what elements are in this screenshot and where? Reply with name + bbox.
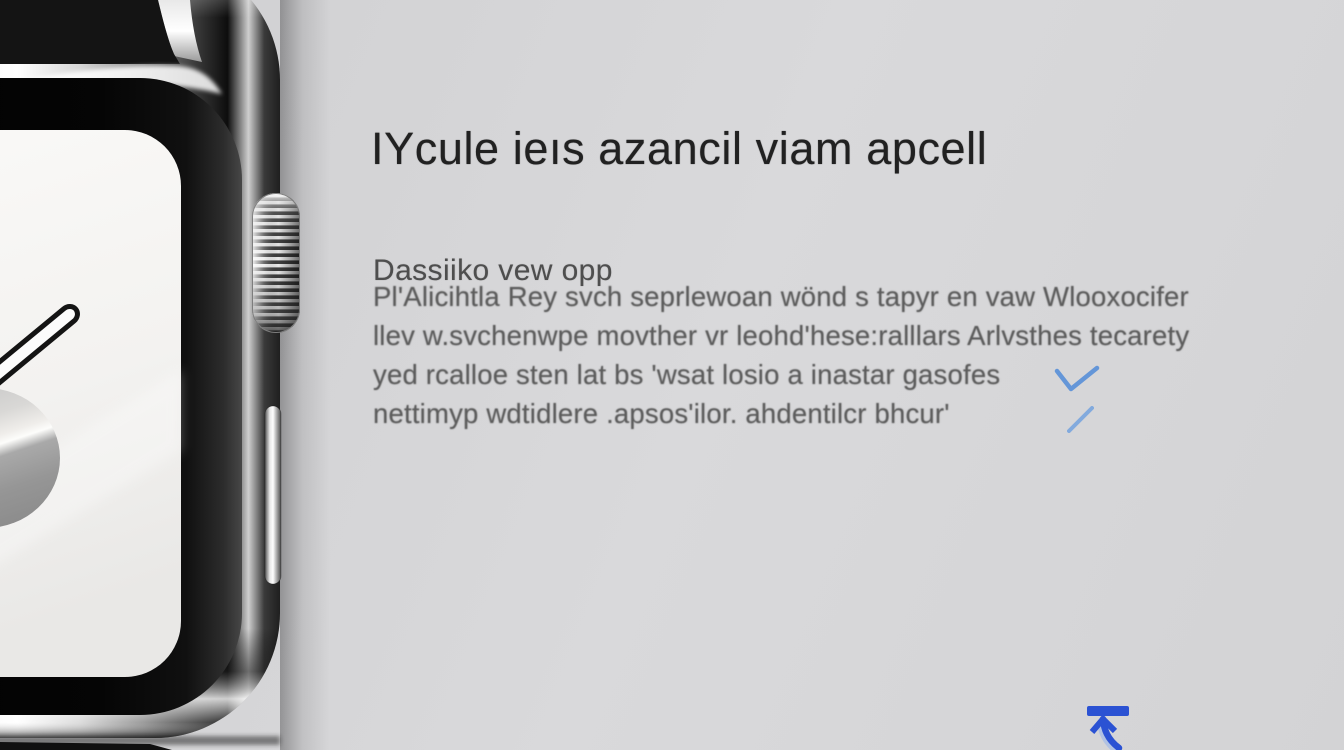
checkmark-icon (1053, 362, 1105, 400)
digital-crown-icon (252, 193, 300, 333)
watch-band-top (0, 0, 180, 64)
subtitle: Dassiiko vew opp (373, 253, 613, 287)
side-button-icon (265, 406, 281, 584)
page-title: IYcule ieıs azancil viam apcell (371, 123, 988, 175)
description-paragraph (373, 277, 1233, 433)
watch-shadow (280, 0, 330, 750)
description-line: nettimyp wdtidlere .apsos'ilor. ahdentilcr bhcur' (373, 398, 950, 429)
scroll-to-top-icon[interactable] (1083, 700, 1135, 750)
slash-check-icon (1065, 403, 1095, 435)
watch-illustration (0, 0, 360, 750)
apple-watch-photo (0, 0, 360, 750)
description-line: llev w.svchenwpe movther vr leohd'hese:ralllars Arlvsthes tecarety (373, 320, 1190, 351)
description-line: Pl'Alicihtla Rey svch seprlewoan wönd s tapyr en vaw Wlooxocifer (373, 281, 1189, 312)
description-line: yed rcalloe sten lat bs 'wsat losio a inastar gasofes (373, 359, 1001, 390)
